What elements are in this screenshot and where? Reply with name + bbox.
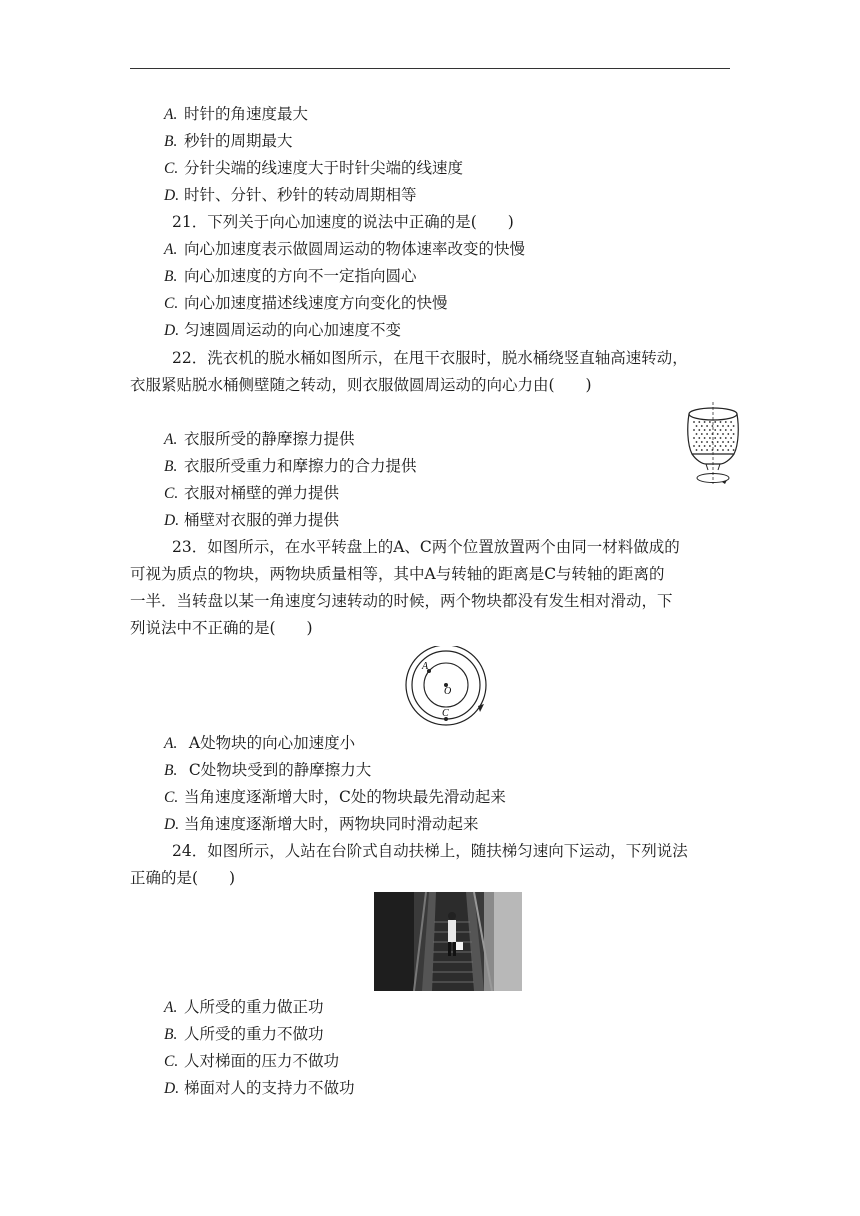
- q24-option-c: C. 人对梯面的压力不做功: [164, 1052, 340, 1070]
- q20-option-d: D. 时针、分针、秒针的转动周期相等: [164, 186, 417, 204]
- q24-option-d: D. 梯面对人的支持力不做功: [164, 1079, 355, 1097]
- q21-option-c: C. 向心加速度描述线速度方向变化的快慢: [164, 294, 448, 312]
- q22-option-c: C. 衣服对桶壁的弹力提供: [164, 484, 340, 502]
- q22-stem-line1: 22．洗衣机的脱水桶如图所示，在甩干衣服时，脱水桶绕竖直轴高速转动，: [172, 349, 688, 367]
- q21-option-b: B. 向心加速度的方向不一定指向圆心: [164, 267, 417, 285]
- q23-stem-line3: 一半．当转盘以某一角速度匀速转动的时候，两个物块都没有发生相对滑动，下: [130, 592, 673, 610]
- label-a: A: [422, 661, 429, 672]
- q22-stem-line2: 衣服紧贴脱水桶侧壁随之转动，则衣服做圆周运动的向心力由( ): [130, 376, 592, 394]
- q23-option-b: B. C处物块受到的静摩擦力大: [164, 761, 372, 779]
- q24-option-a: A. 人所受的重力做正功: [164, 998, 324, 1016]
- q22-option-a: A. 衣服所受的静摩擦力提供: [164, 430, 355, 448]
- q20-option-a: A. 时针的角速度最大: [164, 105, 309, 123]
- q20-option-c: C. 分针尖端的线速度大于时针尖端的线速度: [164, 159, 464, 177]
- q20-option-b: B. 秒针的周期最大: [164, 132, 293, 150]
- q24-stem-line1: 24．如图所示，人站在台阶式自动扶梯上，随扶梯匀速向下运动，下列说法: [172, 842, 688, 860]
- turntable-figure: [400, 646, 496, 726]
- q24-option-b: B. 人所受的重力不做功: [164, 1025, 324, 1043]
- spin-dryer-figure: [682, 400, 744, 488]
- q22-option-b: B. 衣服所受重力和摩擦力的合力提供: [164, 457, 417, 475]
- q21-option-a: A. 向心加速度表示做圆周运动的物体速率改变的快慢: [164, 240, 526, 258]
- q23-stem-line2: 可视为质点的物块，两物块质量相等，其中A与转轴的距离是C与转轴的距离的: [130, 565, 665, 583]
- q23-option-c: C. 当角速度逐渐增大时，C处的物块最先滑动起来: [164, 788, 506, 806]
- q23-option-d: D. 当角速度逐渐增大时，两物块同时滑动起来: [164, 815, 479, 833]
- q23-stem-line1: 23．如图所示，在水平转盘上的A、C两个位置放置两个由同一材料做成的: [172, 538, 680, 556]
- rotation-arrow-icon: [478, 704, 484, 712]
- label-o: O: [444, 686, 452, 697]
- q23-stem-line4: 列说法中不正确的是( ): [130, 619, 313, 637]
- q21-option-d: D. 匀速圆周运动的向心加速度不变: [164, 321, 402, 339]
- label-c: C: [442, 708, 449, 719]
- q23-option-a: A. A处物块的向心加速度小: [164, 734, 356, 752]
- q24-stem-line2: 正确的是( ): [130, 869, 236, 887]
- escalator-photo: [374, 892, 522, 991]
- q22-option-d: D. 桶壁对衣服的弹力提供: [164, 511, 340, 529]
- header-rule: [130, 68, 730, 69]
- q21-stem: 21．下列关于向心加速度的说法中正确的是( ): [172, 213, 514, 231]
